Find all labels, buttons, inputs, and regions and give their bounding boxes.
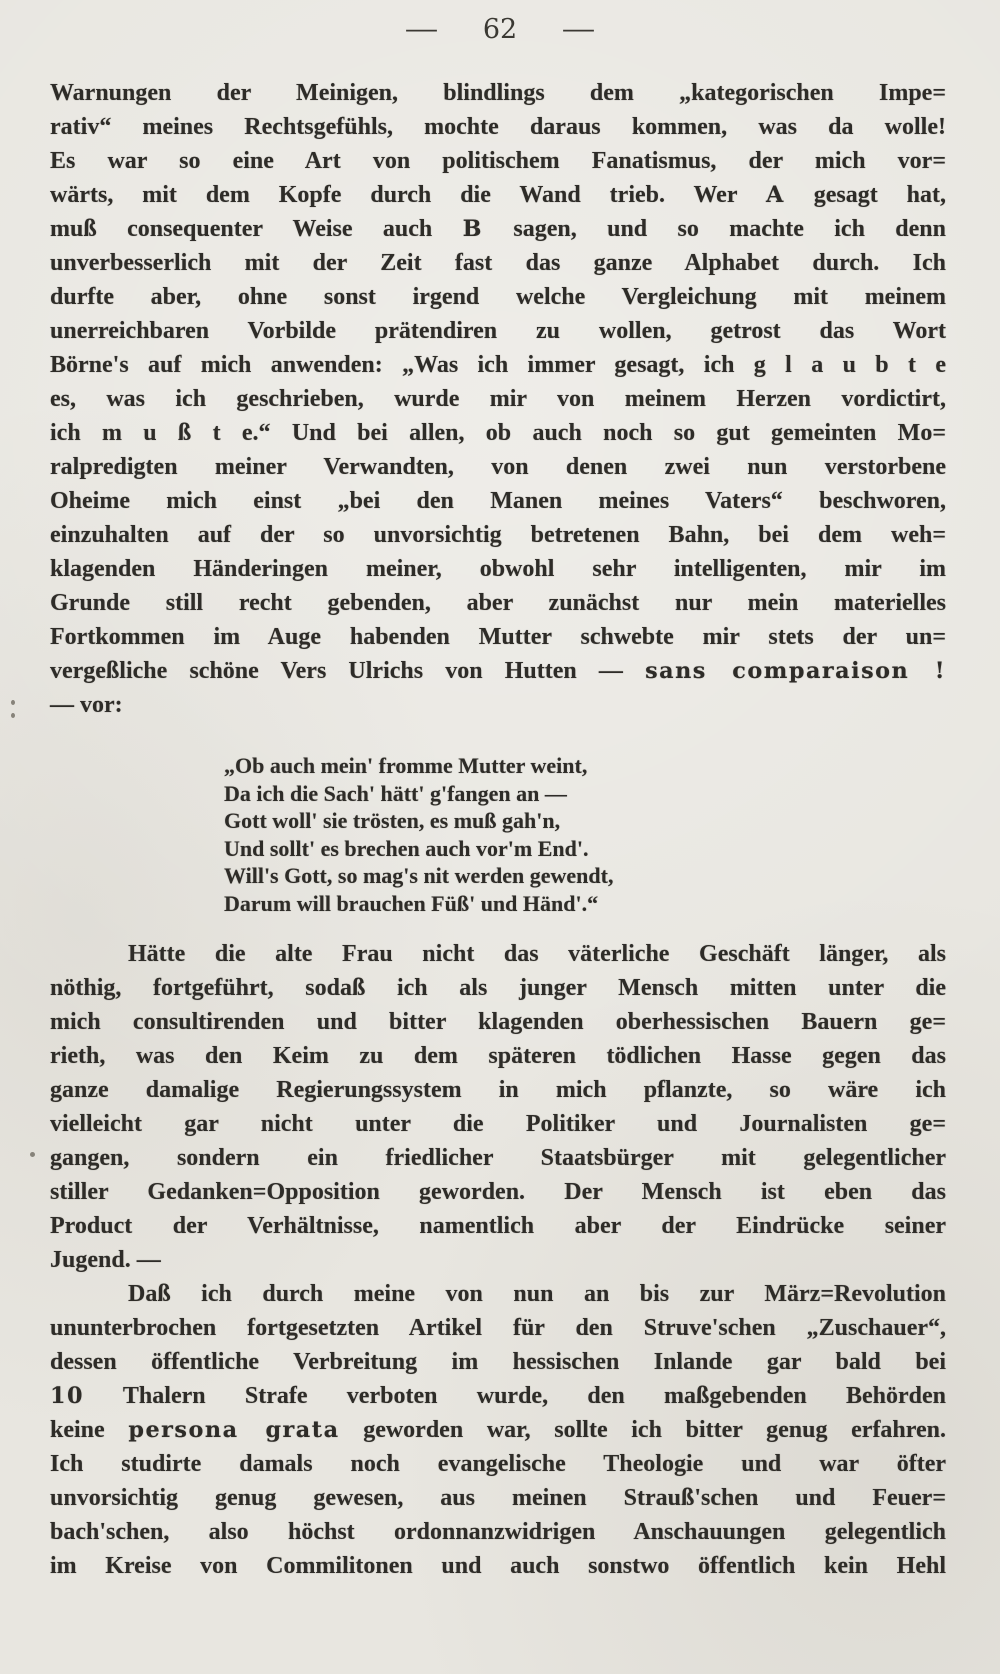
text-line (50, 110, 946, 144)
fraktur-text: „Ob auch mein' fromme Mutter weint, (224, 753, 588, 778)
text-line (224, 862, 946, 890)
page-number: 62 (482, 13, 518, 45)
fraktur-text: ich m u ß t e.“ Und bei allen, ob auch noch so gut gemeinten Mo= (50, 420, 946, 446)
text-line (50, 518, 946, 552)
fraktur-text: gangen, sondern ein friedlicher Staatsbürger mit gelegentlicher (50, 1145, 946, 1171)
fraktur-text: nöthig, fortgeführt, sodaß ich als junger Mensch mitten unter die (50, 975, 946, 1001)
text-line (50, 178, 946, 212)
fraktur-text: Product der Verhältnisse, namentlich aber der Eindrücke seiner (50, 1213, 946, 1239)
fraktur-text: dessen öffentliche Verbreitung im hessischen Inlande gar bald bei (50, 1349, 946, 1375)
text-line (50, 1141, 946, 1175)
text-line (50, 1379, 946, 1413)
verse-quote (224, 752, 946, 917)
fraktur-text: gesagt hat, (784, 182, 946, 208)
fraktur-text: Jugend. — (50, 1247, 161, 1273)
text-line (224, 835, 946, 863)
fraktur-text: vergeßliche schöne Vers Ulrichs von Hutten — (50, 658, 646, 684)
fraktur-text: Fortkommen im Auge habenden Mutter schwebte mir stets der un= (50, 624, 946, 650)
fraktur-text: ganze damalige Regierungssystem in mich pflanzte, so wäre ich (50, 1077, 946, 1103)
fraktur-text: unverbesserlich mit der Zeit fast das ganze Alphabet durch. Ich (50, 250, 946, 276)
fraktur-text: Thalern Strafe verboten wurde, den maßgebenden Behörden (84, 1383, 946, 1409)
text-line (50, 1549, 946, 1583)
text-line (50, 1277, 946, 1311)
fraktur-text: — vor: (50, 692, 123, 718)
text-line (50, 1243, 946, 1277)
paper-speck (11, 700, 15, 705)
fraktur-text: mich consultirenden und bitter klagenden oberhessischen Bauern ge= (50, 1009, 946, 1035)
antiqua-text: 10 (50, 1383, 85, 1409)
text-line (50, 1447, 946, 1481)
text-line (50, 484, 946, 518)
text-line (50, 1039, 946, 1073)
text-line (50, 688, 946, 722)
antiqua-text: A (765, 182, 785, 208)
text-line (50, 212, 946, 246)
fraktur-text: Da ich die Sach' hätt' g'fangen an — (224, 780, 567, 806)
paragraph (50, 76, 946, 722)
fraktur-text: vielleicht gar nicht unter die Politiker und Journalisten ge= (50, 1111, 946, 1137)
paper-speck (30, 1152, 35, 1157)
page-header (0, 0, 1000, 48)
paragraph (50, 1277, 946, 1583)
fraktur-text: Will's Gott, so mag's nit werden gewendt, (224, 863, 614, 888)
text-line (50, 450, 946, 484)
fraktur-text: rativ“ meines Rechtsgefühls, mochte daraus kommen, was da wolle! (50, 114, 946, 140)
text-line (50, 348, 946, 382)
fraktur-text: keine (50, 1417, 129, 1443)
text-line (50, 654, 946, 688)
text-line (224, 780, 946, 808)
fraktur-text: bach'schen, also höchst ordonnanzwidrigen Anschauungen gelegentlich (50, 1519, 946, 1545)
antiqua-text: persona grata (128, 1417, 340, 1443)
text-line (50, 1209, 946, 1243)
fraktur-text: durfte aber, ohne sonst irgend welche Vergleichung mit meinem (50, 284, 946, 310)
header-right-dash: — (561, 13, 596, 45)
text-line (50, 246, 946, 280)
fraktur-text: Ich studirte damals noch evangelische Theologie und war öfter (50, 1451, 946, 1477)
fraktur-text: im Kreise von Commilitonen und auch sonstwo öffentlich kein Hehl (50, 1553, 946, 1579)
fraktur-text: wärts, mit dem Kopfe durch die Wand trieb. Wer (50, 182, 766, 208)
fraktur-text: unvorsichtig genug gewesen, aus meinen Strauß'schen und Feuer= (50, 1485, 946, 1511)
text-line (224, 890, 946, 918)
text-line (50, 382, 946, 416)
fraktur-text: Es war so eine Art von politischem Fanatismus, der mich vor= (50, 148, 946, 174)
fraktur-text: ralpredigten meiner Verwandten, von denen zwei nun verstorbene (50, 454, 946, 480)
fraktur-text: rieth, was den Keim zu dem späteren tödlichen Hasse gegen das (50, 1043, 946, 1069)
fraktur-text: unerreichbaren Vorbilde prätendiren zu wollen, getrost das Wort (50, 318, 946, 344)
text-line (50, 1073, 946, 1107)
fraktur-text: Gott woll' sie trösten, es muß gah'n, (224, 808, 561, 833)
fraktur-text: Börne's auf mich anwenden: „Was ich immer gesagt, ich g l a u b t e (50, 352, 946, 378)
text-line (50, 1345, 946, 1379)
fraktur-text: es, was ich geschrieben, wurde mir von meinem Herzen vordictirt, (50, 386, 946, 412)
text-line (50, 416, 946, 450)
text-line (224, 807, 946, 835)
fraktur-text: geworden war, sollte ich bitter genug erfahren. (339, 1417, 946, 1443)
antiqua-text: sans comparaison ! (645, 658, 946, 684)
text-line (50, 144, 946, 178)
text-line (50, 620, 946, 654)
text-line (50, 1005, 946, 1039)
fraktur-text: Darum will brauchen Füß' und Händ'.“ (224, 890, 599, 916)
text-line (50, 1413, 946, 1447)
fraktur-text: Und sollt' es brechen auch vor'm End'. (224, 835, 589, 861)
text-line (50, 1311, 946, 1345)
fraktur-text: Grunde still recht gebenden, aber zunächst nur mein materielles (50, 590, 946, 616)
fraktur-text: klagenden Händeringen meiner, obwohl sehr intelligenten, mir im (50, 556, 946, 582)
fraktur-text: muß consequenter Weise auch (50, 216, 463, 242)
fraktur-text: Warnungen der Meinigen, blindlings dem „kategorischen Impe= (50, 80, 946, 106)
text-line (50, 1481, 946, 1515)
fraktur-text: stiller Gedanken=Opposition geworden. Der Mensch ist eben das (50, 1179, 946, 1205)
fraktur-text: sagen, und so machte ich denn (483, 216, 946, 242)
text-line (50, 76, 946, 110)
text-line (50, 1107, 946, 1141)
header-left-dash: — (404, 13, 439, 45)
fraktur-text: ununterbrochen fortgesetzten Artikel für den Struve'schen „Zuschauer“, (50, 1315, 946, 1341)
text-line (50, 937, 946, 971)
text-line (50, 280, 946, 314)
text-line (50, 1175, 946, 1209)
paragraph (50, 937, 946, 1277)
fraktur-text: Daß ich durch meine von nun an bis zur März=Revolution (128, 1281, 946, 1307)
text-line (50, 1515, 946, 1549)
text-line (224, 752, 946, 780)
text-line (50, 314, 946, 348)
text-line (50, 552, 946, 586)
fraktur-text: Oheime mich einst „bei den Manen meines Vaters“ beschworen, (50, 488, 946, 514)
text-body (0, 76, 1000, 1583)
antiqua-text: B (462, 216, 484, 242)
text-line (50, 586, 946, 620)
fraktur-text: einzuhalten auf der so unvorsichtig betretenen Bahn, bei dem weh= (50, 522, 946, 548)
text-line (50, 971, 946, 1005)
paper-speck (11, 713, 15, 718)
fraktur-text: Hätte die alte Frau nicht das väterliche Geschäft länger, als (128, 941, 946, 967)
